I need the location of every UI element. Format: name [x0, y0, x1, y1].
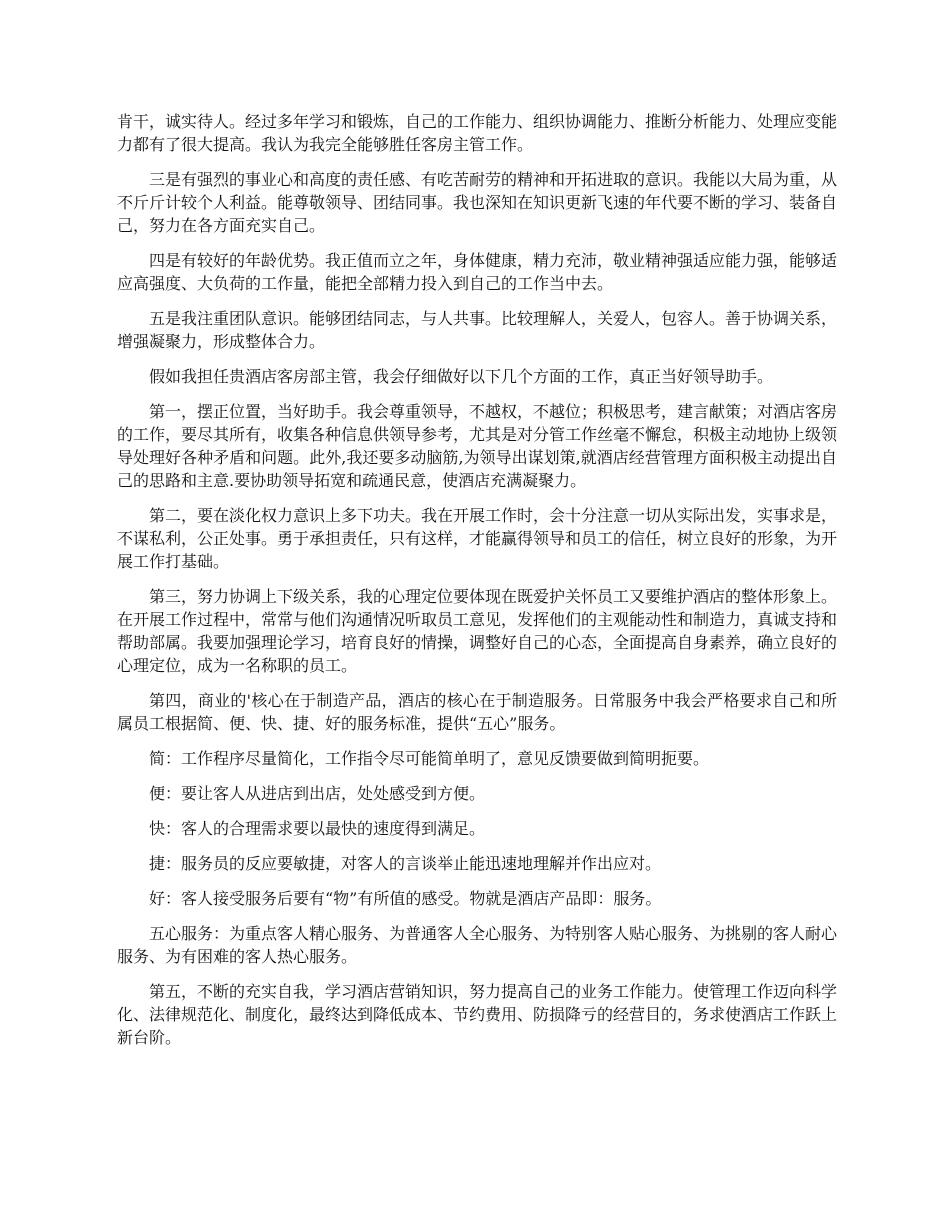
paragraph-point-five: 五是我注重团队意识。能够团结同志，与人共事。比较理解人，关爱人，包容人。善于协调关系，增强凝聚力，形成整体合力。: [117, 309, 838, 351]
paragraph-continuation: 肯干，诚实待人。经过多年学习和锻炼，自己的工作能力、组织协调能力、推断分析能力、处理应变能力都有了很大提高。我认为我完全能够胜任客房主管工作。: [117, 112, 838, 154]
paragraph-plan-fifth: 第五，不断的充实自我，学习酒店营销知识，努力提高自己的业务工作能力。使管理工作迈向科学化、法律规范化、制度化，最终达到降低成本、节约费用、防损降亏的经营目的，务求使酒店工作跃上新台阶。: [117, 982, 838, 1047]
paragraph-standard-simple: 简：工作程序尽量简化，工作指令尽可能简单明了，意见反馈要做到简明扼要。: [149, 749, 710, 768]
paragraph-plan-second: 第二，要在淡化权力意识上多下功夫。我在开展工作时，会十分注意一切从实际出发，实事求是，不谋私利，公正处事。勇于承担责任，只有这样，才能赢得领导和员工的信任，树立良好的形象，为开展工作打基础。: [117, 506, 838, 571]
paragraph-plan-third: 第三，努力协调上下级关系，我的心理定位要体现在既爱护关怀员工又要维护酒店的整体形象上。在开展工作过程中，常常与他们沟通情况听取员工意见，发挥他们的主观能动性和制造力，真诚支持和帮助部属。我要加强理论学习，培育良好的情操，调整好自己的心态，全面提高自身素养，确立良好的心理定位，成为一名称职的员工。: [117, 587, 838, 675]
paragraph-standard-fast: 快：客人的合理需求要以最快的速度得到满足。: [149, 819, 486, 838]
paragraph-standard-convenient: 便：要让客人从进店到出店，处处感受到方便。: [149, 784, 486, 803]
paragraph-five-heart-service: 五心服务：为重点客人精心服务、为普通客人全心服务、为特别客人贴心服务、为挑剔的客人耐心服务、为有困难的客人热心服务。: [117, 924, 838, 966]
paragraph-standard-good: 好：客人接受服务后要有“物”有所值的感受。物就是酒店产品即：服务。: [149, 889, 662, 908]
paragraph-standard-agile: 捷：服务员的反应要敏捷，对客人的言谈举止能迅速地理解并作出应对。: [149, 854, 662, 873]
paragraph-plan-first: 第一，摆正位置，当好助手。我会尊重领导，不越权，不越位；积极思考，建言献策；对酒店客房的工作，要尽其所有，收集各种信息供领导参考，尤其是对分管工作丝毫不懈怠，积极主动地协上级领导处理好各种矛盾和问题。此外,我还要多动脑筋,为领导出谋划策,就酒店经营管理方面积极主动提出自己的思路和主意.要协助领导拓宽和疏通民意，使酒店充满凝聚力。: [117, 402, 838, 490]
paragraph-point-four: 四是有较好的年龄优势。我正值而立之年，身体健康，精力充沛，敬业精神强适应能力强，能够适应高强度、大负荷的工作量，能把全部精力投入到自己的工作当中去。: [117, 251, 838, 293]
paragraph-point-three: 三是有强烈的事业心和高度的责任感、有吃苦耐劳的精神和开拓进取的意识。我能以大局为重，从不斤斤计较个人利益。能尊敬领导、团结同事。我也深知在知识更新飞速的年代要不断的学习、装备自己，努力在各方面充实自己。: [117, 170, 838, 235]
document-body: [117, 110, 837, 1061]
paragraph-plan-fourth: 第四，商业的'核心在于制造产品，酒店的核心在于制造服务。日常服务中我会严格要求自己和所属员工根据简、便、快、捷、好的服务标准，提供“五心”服务。: [117, 691, 837, 733]
paragraph-intro-plan: 假如我担任贵酒店客房部主管，我会仔细做好以下几个方面的工作，真正当好领导助手。: [149, 367, 774, 386]
